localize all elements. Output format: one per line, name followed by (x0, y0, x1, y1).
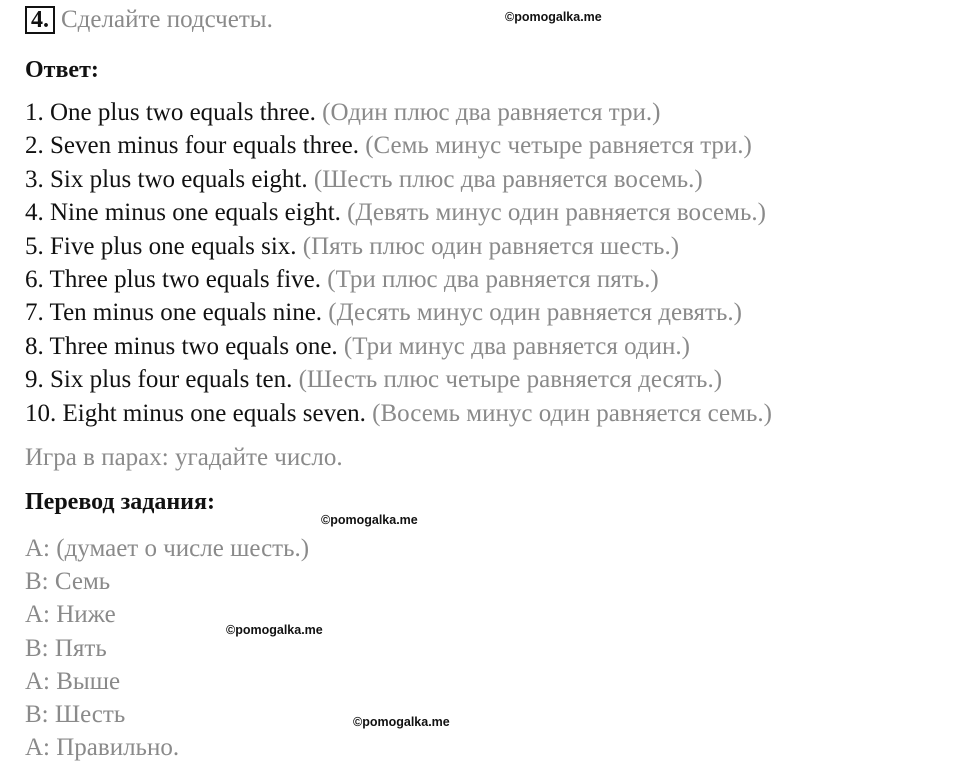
watermark: ©pomogalka.me (226, 623, 323, 637)
task-header (25, 6, 273, 34)
answer-item (25, 96, 772, 129)
translation-heading: Перевод задания: (25, 489, 215, 515)
answer-russian: (Семь минус четыре равняется три.) (365, 132, 752, 160)
answer-english: 9. Six plus four equals ten. (25, 366, 293, 394)
answer-list (25, 96, 772, 430)
answer-english: 10. Eight minus one equals seven. (25, 399, 366, 427)
answer-item (25, 163, 772, 196)
answer-russian: (Три плюс два равняется пять.) (327, 265, 659, 293)
answer-item (25, 397, 772, 430)
answer-item (25, 263, 772, 296)
dialogue-list (25, 532, 309, 764)
answer-item (25, 129, 772, 162)
answer-english: 1. One plus two equals three. (25, 99, 316, 126)
answer-item (25, 196, 772, 229)
dialogue-line: B: Пять (25, 634, 107, 662)
dialogue-line: A: Ниже (25, 601, 116, 629)
game-title: Игра в парах: угадайте число. (25, 444, 343, 471)
answer-english: 7. Ten minus one equals nine. (25, 299, 323, 327)
answer-english: 5. Five plus one equals six. (25, 232, 297, 260)
answer-item (25, 296, 772, 329)
watermark: ©pomogalka.me (321, 513, 418, 527)
answer-heading: Ответ: (25, 57, 99, 83)
answer-russian: (Восемь минус один равняется семь.) (372, 399, 772, 427)
answer-english: 2. Seven minus four equals three. (25, 132, 359, 160)
dialogue-line: A: Правильно. (25, 734, 180, 762)
dialogue-line: A: Выше (25, 667, 121, 695)
dialogue-line: B: Семь (25, 568, 111, 596)
watermark: ©pomogalka.me (505, 10, 602, 24)
watermark: ©pomogalka.me (353, 715, 450, 729)
answer-russian: (Пять плюс один равняется шесть.) (302, 232, 680, 260)
answer-english: 8. Three minus two equals one. (25, 332, 338, 360)
answer-russian: (Шесть плюс четыре равняется десять.) (298, 366, 723, 394)
answer-russian: (Десять минус один равняется девять.) (328, 299, 742, 327)
answer-english: 4. Nine minus one equals eight. (25, 199, 341, 227)
answer-russian: (Один плюс два равняется три.) (322, 99, 661, 126)
answer-english: 6. Three plus two equals five. (25, 265, 321, 293)
dialogue-line: B: Шесть (25, 700, 126, 728)
answer-russian: (Девять минус один равняется восемь.) (347, 199, 766, 227)
answer-item (25, 230, 772, 263)
answer-item (25, 330, 772, 363)
dialogue-line: A: (думает о числе шесть.) (25, 535, 310, 562)
task-number: 4. (25, 6, 55, 34)
answer-item (25, 363, 772, 396)
task-instruction: Сделайте подсчеты. (61, 6, 273, 33)
answer-russian: (Три минус два равняется один.) (343, 332, 690, 360)
answer-english: 3. Six plus two equals eight. (25, 165, 308, 193)
answer-russian: (Шесть плюс два равняется восемь.) (313, 165, 703, 193)
